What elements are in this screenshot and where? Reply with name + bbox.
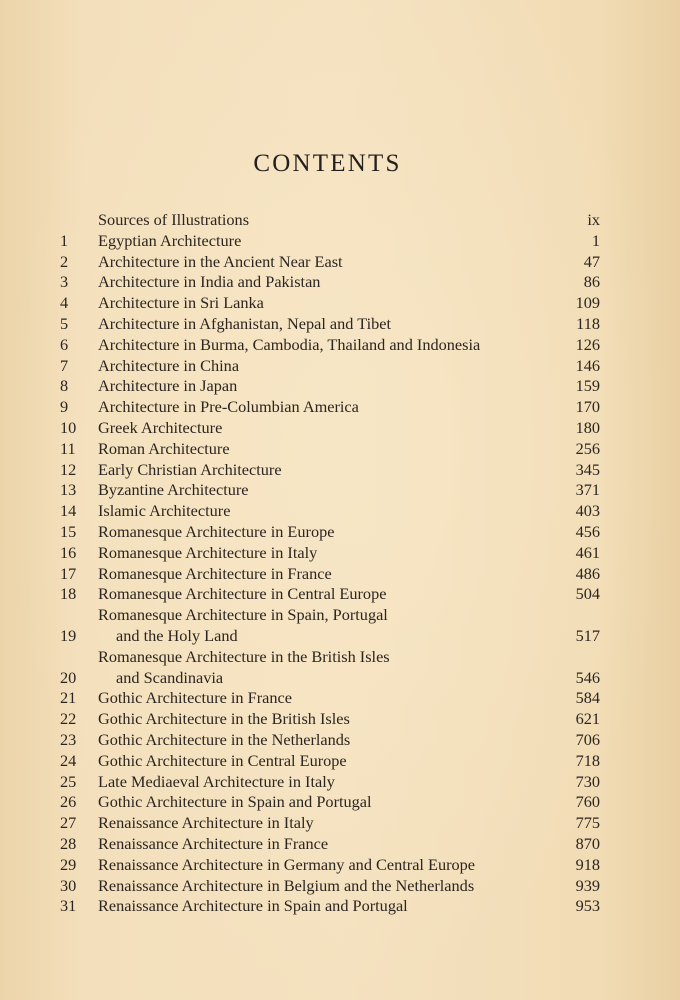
chapter-title-block	[98, 564, 540, 585]
chapter-number: 12	[60, 459, 77, 479]
toc-entry	[60, 709, 600, 730]
toc-entry	[60, 730, 600, 751]
chapter-number: 24	[60, 750, 77, 770]
toc-entry	[60, 376, 600, 397]
page-number: 584	[575, 688, 600, 708]
page-number: 461	[575, 542, 600, 562]
chapter-number: 18	[60, 584, 77, 604]
chapter-number: 11	[60, 438, 76, 458]
chapter-title-block	[98, 418, 540, 439]
page-number: 517	[575, 625, 600, 645]
chapter-title-continuation: and the Holy Land	[116, 625, 238, 645]
toc-entry	[60, 522, 600, 543]
toc-entry	[60, 896, 600, 917]
chapter-title: Early Christian Architecture	[98, 459, 282, 479]
chapter-title-block	[98, 876, 540, 897]
toc-entry	[60, 480, 600, 501]
toc-entry	[60, 688, 600, 709]
page-number: 118	[576, 313, 600, 333]
toc-entry	[60, 272, 600, 293]
chapter-number: 23	[60, 729, 77, 749]
chapter-title: Architecture in Sri Lanka	[98, 293, 264, 313]
chapter-title-block	[98, 314, 540, 335]
chapter-number: 27	[60, 813, 77, 833]
toc-entry	[60, 605, 600, 647]
chapter-title-block	[98, 584, 540, 605]
page-number: 730	[575, 771, 600, 791]
chapter-title: Gothic Architecture in the British Isles	[98, 709, 350, 729]
page-number: 170	[575, 397, 600, 417]
page-number: 456	[575, 521, 600, 541]
chapter-number: 1	[60, 230, 69, 250]
page-number: 126	[575, 334, 600, 354]
chapter-title: Renaissance Architecture in Spain and Portugal	[98, 896, 408, 916]
chapter-title: Romanesque Architecture in Europe	[98, 521, 335, 541]
chapter-number: 3	[60, 272, 69, 292]
chapter-title-block	[98, 210, 540, 231]
chapter-title-block	[98, 834, 540, 855]
toc-entry	[60, 647, 600, 689]
chapter-title-block	[98, 356, 540, 377]
page-number: 706	[575, 729, 600, 749]
chapter-title: Architecture in Burma, Cambodia, Thailand and Indonesia	[98, 334, 481, 354]
chapter-title-block	[98, 605, 540, 647]
chapter-title-block	[98, 293, 540, 314]
chapter-title: Renaissance Architecture in France	[98, 833, 329, 853]
chapter-number: 13	[60, 480, 77, 500]
toc-entry	[60, 792, 600, 813]
chapter-title: Egyptian Architecture	[98, 230, 242, 250]
page-number: 403	[575, 501, 600, 521]
page-number: 718	[575, 750, 600, 770]
toc-entry	[60, 439, 600, 460]
chapter-title-block	[98, 792, 540, 813]
chapter-title: Sources of Illustrations	[98, 210, 250, 229]
chapter-number: 15	[60, 521, 77, 541]
page-number: 256	[575, 438, 600, 458]
chapter-title-block	[98, 855, 540, 876]
page-number: 86	[583, 272, 600, 292]
chapter-title-block	[98, 480, 540, 501]
chapter-title: Romanesque Architecture in Central Europe	[98, 584, 387, 604]
page-number: 546	[575, 667, 600, 687]
page-number: 918	[575, 854, 600, 874]
page-number: 371	[575, 480, 600, 500]
chapter-title: Architecture in China	[98, 355, 240, 375]
chapter-number: 6	[60, 334, 69, 354]
chapter-title: Roman Architecture	[98, 438, 230, 458]
chapter-title-block	[98, 772, 540, 793]
chapter-title-block	[98, 252, 540, 273]
chapter-title: Byzantine Architecture	[98, 480, 249, 500]
chapter-title: Renaissance Architecture in Italy	[98, 813, 314, 833]
page-number: 146	[575, 355, 600, 375]
chapter-title-block	[98, 335, 540, 356]
chapter-title-block	[98, 501, 540, 522]
chapter-title: Architecture in Pre-Columbian America	[98, 397, 359, 417]
chapter-title: Romanesque Architecture in Italy	[98, 542, 318, 562]
chapter-title-block	[98, 439, 540, 460]
chapter-title-block	[98, 813, 540, 834]
page-number: ix	[587, 210, 600, 229]
page-number: 345	[575, 459, 600, 479]
toc-entry	[60, 855, 600, 876]
toc-entry	[60, 418, 600, 439]
chapter-number: 30	[60, 875, 77, 895]
chapter-title-block	[98, 397, 540, 418]
chapter-title: Gothic Architecture in the Netherlands	[98, 729, 351, 749]
chapter-title-block	[98, 751, 540, 772]
page-number: 939	[575, 875, 600, 895]
toc-entry	[60, 397, 600, 418]
page-number: 870	[575, 833, 600, 853]
chapter-title: Gothic Architecture in Spain and Portugal	[98, 792, 372, 812]
page-number: 159	[575, 376, 600, 396]
toc-entry	[60, 335, 600, 356]
chapter-title: Renaissance Architecture in Belgium and the Netherlands	[98, 875, 475, 895]
chapter-title-block	[98, 376, 540, 397]
toc-entry	[60, 293, 600, 314]
chapter-number: 17	[60, 563, 77, 583]
toc-entry	[60, 231, 600, 252]
chapter-title: Renaissance Architecture in Germany and Central Europe	[98, 854, 476, 874]
chapter-number: 14	[60, 501, 77, 521]
chapter-title-block	[98, 709, 540, 730]
chapter-title-block	[98, 688, 540, 709]
page-number: 775	[575, 813, 600, 833]
page-number: 486	[575, 563, 600, 583]
chapter-number: 8	[60, 376, 69, 396]
chapter-title-block	[98, 896, 540, 917]
chapter-title-block	[98, 231, 540, 252]
chapter-number: 28	[60, 833, 77, 853]
chapter-title: Architecture in Japan	[98, 376, 238, 396]
chapter-title: Late Mediaeval Architecture in Italy	[98, 771, 335, 791]
page-number: 953	[575, 896, 600, 916]
toc-entry	[60, 751, 600, 772]
chapter-number: 5	[60, 313, 69, 333]
chapter-number: 16	[60, 542, 77, 562]
chapter-title: Romanesque Architecture in Spain, Portugal	[98, 605, 388, 625]
table-of-contents	[60, 210, 600, 917]
page-number: 47	[583, 251, 600, 271]
chapter-number: 4	[60, 293, 69, 313]
chapter-number: 26	[60, 792, 77, 812]
toc-entry	[60, 834, 600, 855]
toc-entry	[60, 501, 600, 522]
chapter-title-block	[98, 522, 540, 543]
chapter-number: 10	[60, 417, 77, 437]
chapter-title-block	[98, 647, 540, 689]
page-title: CONTENTS	[253, 150, 402, 177]
chapter-title: Romanesque Architecture in France	[98, 563, 332, 583]
page-number: 504	[575, 584, 600, 604]
chapter-number: 21	[60, 688, 77, 708]
chapter-title: Architecture in India and Pakistan	[98, 272, 321, 292]
chapter-number: 22	[60, 709, 77, 729]
chapter-title-block	[98, 272, 540, 293]
toc-entry	[60, 210, 600, 231]
toc-entry	[60, 460, 600, 481]
toc-entry	[60, 543, 600, 564]
toc-entry	[60, 813, 600, 834]
chapter-number: 31	[60, 896, 77, 916]
chapter-title-continuation: and Scandinavia	[116, 667, 224, 687]
toc-entry	[60, 564, 600, 585]
chapter-number: 9	[60, 397, 69, 417]
toc-entry	[60, 252, 600, 273]
chapter-title-block	[98, 543, 540, 564]
chapter-number: 7	[60, 355, 69, 375]
page-number: 1	[591, 230, 600, 250]
toc-entry	[60, 772, 600, 793]
chapter-title: Islamic Architecture	[98, 501, 231, 521]
chapter-number: 25	[60, 771, 77, 791]
toc-entry	[60, 876, 600, 897]
chapter-title-block	[98, 730, 540, 751]
toc-entry	[60, 356, 600, 377]
toc-entry	[60, 314, 600, 335]
chapter-title: Gothic Architecture in Central Europe	[98, 750, 347, 770]
chapter-number: 19	[60, 625, 77, 645]
page-number: 180	[575, 417, 600, 437]
chapter-title: Architecture in the Ancient Near East	[98, 251, 343, 271]
chapter-title-block	[98, 460, 540, 481]
page-number: 621	[575, 709, 600, 729]
page-number: 760	[575, 792, 600, 812]
chapter-number: 20	[60, 667, 77, 687]
page-number: 109	[575, 293, 600, 313]
chapter-title: Gothic Architecture in France	[98, 688, 292, 708]
chapter-number: 2	[60, 251, 69, 271]
chapter-number: 29	[60, 854, 77, 874]
chapter-title: Greek Architecture	[98, 417, 223, 437]
toc-entry	[60, 584, 600, 605]
chapter-title: Romanesque Architecture in the British Isles	[98, 646, 390, 666]
chapter-title: Architecture in Afghanistan, Nepal and Tibet	[98, 313, 391, 333]
